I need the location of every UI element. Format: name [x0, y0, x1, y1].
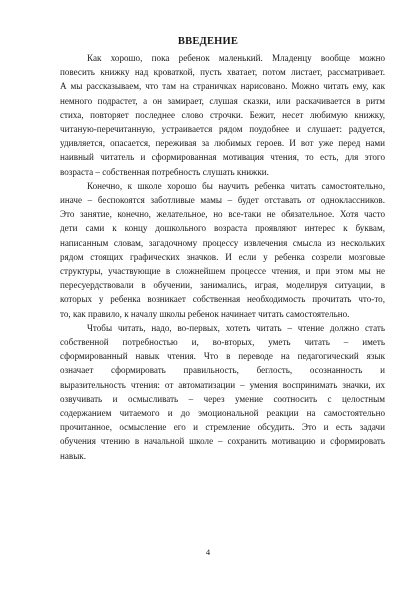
paragraph-line: рядом стоящих графических значков. И если у ребенка созрели мозговые: [60, 251, 385, 262]
paragraph-line: навык.: [60, 450, 86, 461]
paragraph-line: Это занятие, конечно, желательное, но все-таки не обязательное. Хотя часто: [60, 209, 385, 220]
page-number: 4: [205, 547, 211, 557]
paragraph-line: структуры, участвующие в сложнейшем процессе чтения, и при этом мы не: [60, 266, 385, 276]
paragraph-line: пересуердствовали в обучении, занимались, играя, моделируя ситуации, в: [60, 280, 385, 291]
paragraph-line: Конечно, к школе хорошо бы научить ребенка читать самостоятельно,: [87, 180, 385, 191]
paragraph-line: Чтобы читать, надо, во-первых, хотеть читать – чтение должно стать: [87, 322, 385, 333]
paragraph-line: собственной потребностью и, во-вторых, уметь читать – иметь: [60, 337, 385, 347]
paragraph-line: иначе – беспокоятся заботливые мамы – будет отставать от одноклассников.: [60, 195, 385, 205]
paragraph-line: которых у ребенка возникает собственная необходимость прочитать что-то,: [60, 294, 385, 305]
paragraph-line: наивный читатель и сформированная мотивация чтения, то есть, для этого: [60, 152, 385, 163]
paragraph-line: дети сами к концу дошкольного возраста проявляют интерес к буквам,: [60, 223, 385, 234]
page-title: ВВЕДЕНИЕ: [177, 36, 239, 47]
paragraph-line: написанным словам, загадочному процессу извлечения смысла из нескольких: [60, 237, 385, 248]
paragraph-line: повесить книжку над кроваткой, пусть хватает, потом листает, рассматривает.: [60, 67, 385, 78]
paragraph-line: немного подрастет, а он замирает, слушая сказки, или раскачивается в ритм: [60, 95, 385, 106]
paragraph-line: удивляется, опасается, переживая за любимых героев. И вот уже перед нами: [60, 138, 385, 149]
paragraph-line: содержанием читаемого и до эмоциональной реакции на самостоятельно: [60, 408, 385, 418]
paragraph-line: выразительность чтения: от автоматизации – умения воспринимать значки, их: [60, 379, 385, 390]
paragraph-line: обучения чтению в начальной школе – сохранить мотивацию и сформировать: [60, 436, 385, 447]
paragraph-line: прочитанное, осмысление его и стремление обсудить. Это и есть задачи: [60, 422, 385, 433]
paragraph-line: означает сформировать правильность, беглость, осознанность и: [60, 365, 385, 376]
paragraph-line: Как хорошо, пока ребенок маленький. Младенцу вообще можно: [87, 53, 385, 63]
paragraph-line: озвучивать и осмысливать – через умение соотносить с целостным: [60, 393, 385, 404]
paragraph-line: то, как правило, к началу школы ребенок начинает читать самостоятельно.: [60, 308, 350, 319]
paragraph-line: возраста – собственная потребность слушать книжки.: [60, 166, 269, 177]
paragraph-line: читаную-перечитанную, устраивается рядом поудобнее и слушает: радуется,: [60, 124, 385, 134]
paragraph-line: стиха, повторяет последнее слово строчки. Бежит, несет любимую книжку,: [60, 109, 385, 120]
paragraph-line: А мы рассказываем, что там на страничках нарисовано. Можно читать ему, как: [60, 81, 385, 92]
paragraph-line: сформированный навык чтения. Что в переводе на педагогический язык: [60, 351, 385, 362]
